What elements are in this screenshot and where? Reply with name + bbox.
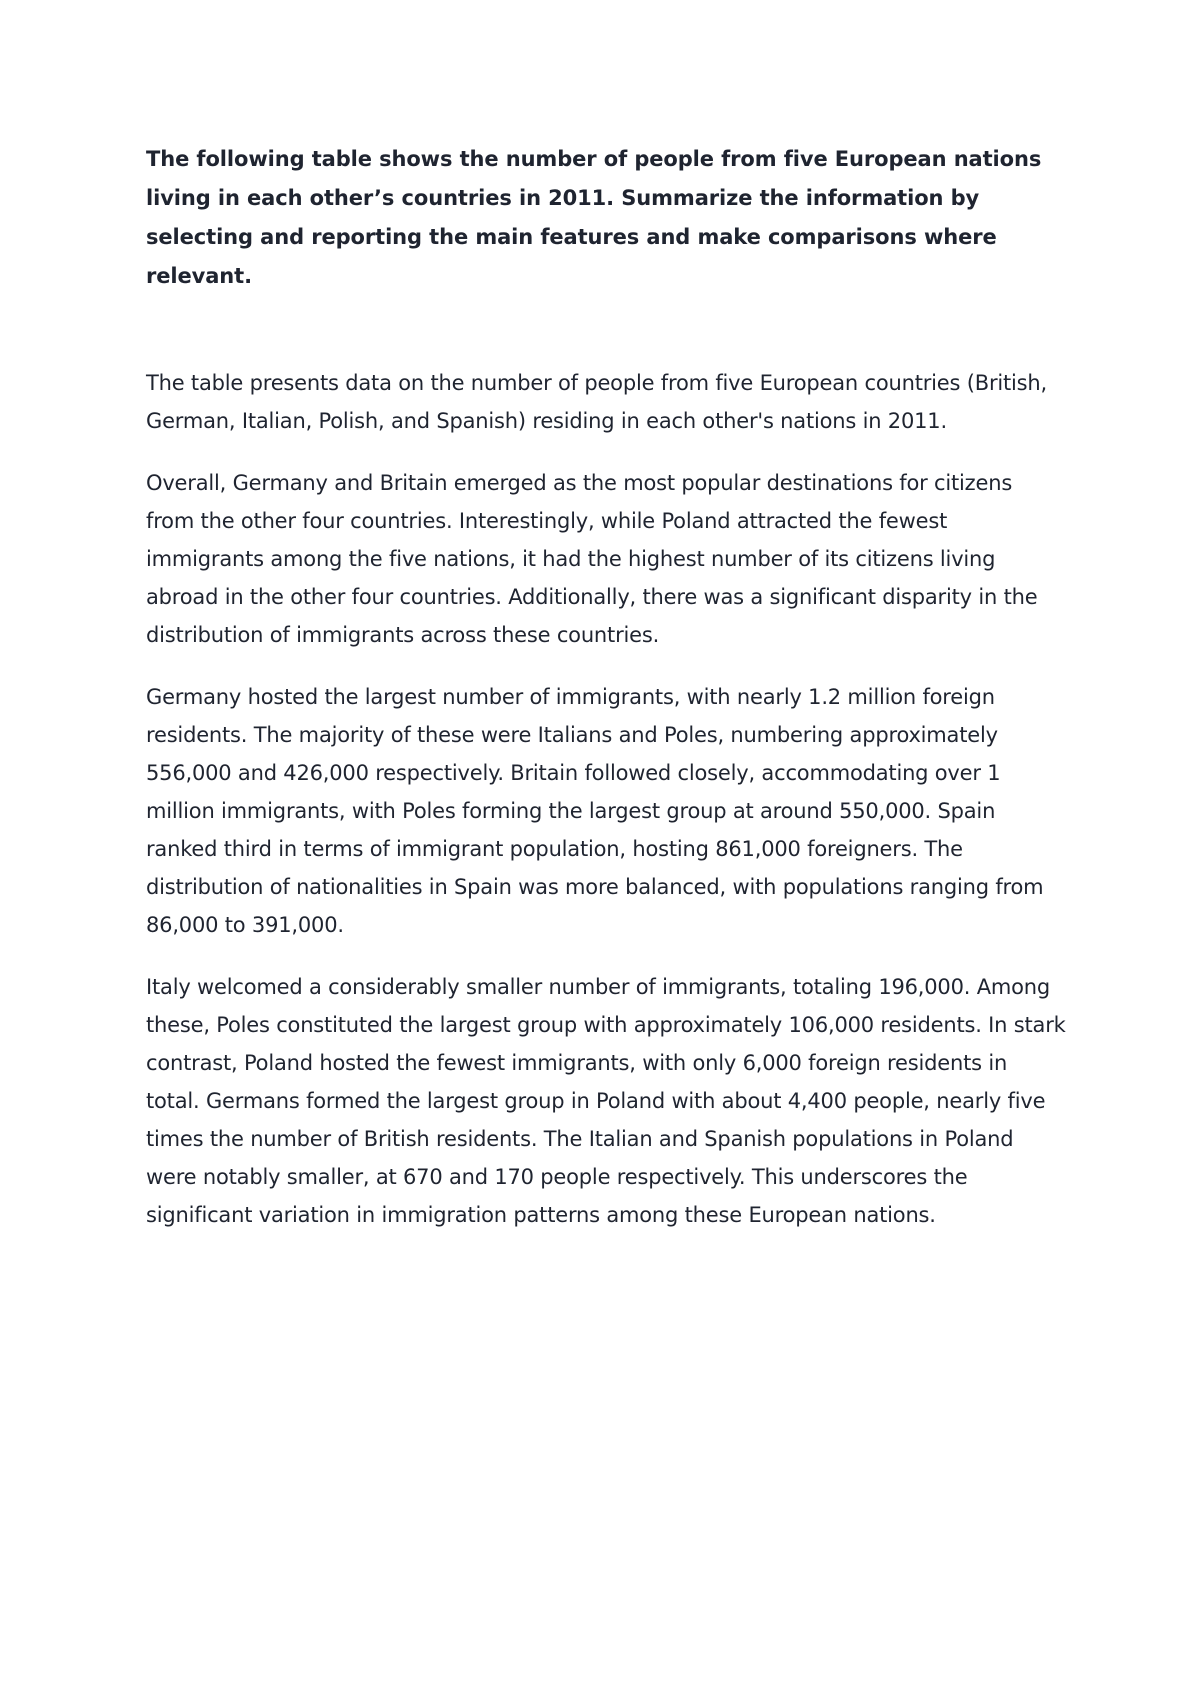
paragraph-italy-poland: Italy welcomed a considerably smaller number of immigrants, totaling 196,000. Among these, Poles constituted the largest group with approximately 106,000 residents. In stark contrast, Poland hosted the fewest immigrants, with only 6,000 foreign residents in total. Germans formed the largest group in Poland with about 4,400 people, nearly five times the number of British residents. The Italian and Spanish populations in Poland were notably smaller, at 670 and 170 people respectively. This underscores the significant variation in immigration patterns among these European nations. bbox=[146, 975, 1066, 1227]
document-page bbox=[146, 140, 1066, 1258]
paragraph-overview: Overall, Germany and Britain emerged as the most popular destinations for citizens from the other four countries. Interestingly, while Poland attracted the fewest immigrants among the five nations, it had the highest number of its citizens living abroad in the other four countries. Additionally, there was a significant disparity in the distribution of immigrants across these countries. bbox=[146, 471, 1038, 647]
paragraph-introduction: The table presents data on the number of people from five European countries (British, German, Italian, Polish, and Spanish) residing in each other's nations in 2011. bbox=[146, 371, 1048, 433]
task-prompt: The following table shows the number of people from five European nations living in each other’s countries in 2011. Summarize the information by selecting and reporting the main features and make comparisons where relevant. bbox=[146, 147, 1042, 288]
paragraph-germany-britain-spain: Germany hosted the largest number of immigrants, with nearly 1.2 million foreign residents. The majority of these were Italians and Poles, numbering approximately 556,000 and 426,000 respectively. Britain followed closely, accommodating over 1 million immigrants, with Poles forming the largest group at around 550,000. Spain ranked third in terms of immigrant population, hosting 861,000 foreigners. The distribution of nationalities in Spain was more balanced, with populations ranging from 86,000 to 391,000. bbox=[146, 685, 1044, 937]
